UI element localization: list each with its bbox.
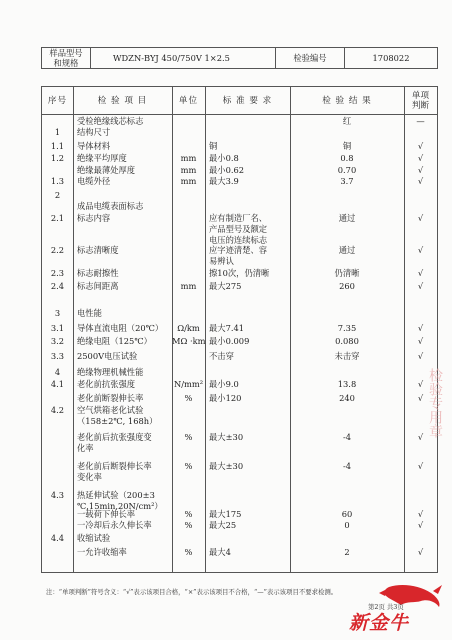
row-1-no: 1 [54,127,61,137]
row-9-no: 2.2 [50,245,65,255]
col-no: 序号 [47,95,68,106]
row-17-req: 最小9.0 [209,379,239,389]
model-label: 样品型号 和规格 [42,48,91,69]
row-23-result: 60 [341,509,353,519]
row-5-no: 1.3 [50,176,65,186]
row-4-unit: mm [180,165,197,175]
page-number: 第2页 共3页 [368,603,404,611]
row-11-unit: mm [180,281,197,291]
row-12-item: 电性能 [77,308,102,318]
row-17-unit: N/mm² [173,379,204,389]
row-17-item: 老化前抗张强度 [77,379,136,389]
row-14-no: 3.2 [50,336,65,346]
row-15-no: 3.3 [50,351,65,361]
row-8-judge: √ [417,213,424,223]
row-22-no: 4.3 [50,490,65,500]
row-20-req: 最大±30 [209,432,244,442]
row-18-judge: √ [417,393,424,403]
row-20-item: 老化前后抗张强度变 化率 [77,432,152,453]
row-18-unit: % [184,393,193,403]
row-13-item: 导体直流电阻（20℃） [77,323,164,333]
row-24-unit: % [184,520,193,530]
report-no-label: 检验编号 [276,48,345,69]
row-5-result: 3.7 [340,176,354,186]
row-21-judge: √ [417,461,424,471]
row-18-req: 最小120 [209,393,242,403]
row-11-result: 260 [339,281,355,291]
row-0-judge: — [416,116,425,126]
row-24-item: 一冷却后永久伸长率 [77,520,152,530]
row-18-item: 老化前断裂伸长率 [77,393,144,403]
row-3-unit: mm [180,153,197,163]
inspection-stamp: 检验专用章 [427,368,443,438]
row-23-judge: √ [417,509,424,519]
row-25-item: 收缩试验 [77,533,111,543]
row-1-item: 结构尺寸 [77,127,111,137]
row-26-unit: % [184,547,193,557]
row-23-item: 一载荷下伸长率 [77,509,136,519]
row-2-item: 导体材料 [77,141,111,151]
row-6-no: 2 [54,190,61,200]
row-4-req: 最小0.62 [209,165,245,175]
row-2-judge: √ [417,141,424,151]
row-24-judge: √ [417,520,424,530]
row-21-item: 老化前后断裂伸长率 变化率 [77,461,152,482]
row-3-item: 绝缘平均厚度 [77,153,127,163]
row-3-judge: √ [417,153,424,163]
row-2-req: 铜 [209,141,218,151]
col-unit: 单位 [178,95,199,106]
row-26-judge: √ [417,547,424,557]
footnote: 注：“单项判断”符号含义：“√”表示该项目合格，“×”表示该项目不合格，“—”表示该项目不要求检测。 [46,588,338,596]
col-item: 检 验 项 目 [97,95,148,106]
row-21-result: -4 [342,461,352,471]
row-17-judge: √ [417,379,424,389]
row-20-judge: √ [417,432,424,442]
row-8-req: 应有制造厂名、 产品型号及额定 电压的连续标志 [209,213,268,245]
row-20-unit: % [184,432,193,442]
row-14-result: 0.080 [335,336,359,346]
row-16-no: 4 [54,367,61,377]
row-13-result: 7.35 [337,323,357,333]
row-20-result: -4 [342,432,352,442]
row-26-req: 最大4 [209,547,231,557]
col-judge: 单项 判断 [411,90,430,111]
row-9-item: 标志清晰度 [77,245,119,255]
row-11-item: 标志间距离 [77,281,119,291]
model-value: WDZN-BYJ 450/750V 1×2.5 [91,48,276,69]
row-9-judge: √ [417,245,424,255]
row-11-judge: √ [417,281,424,291]
row-8-result: 通过 [338,213,356,223]
row-13-unit: Ω/km [177,323,200,333]
row-11-no: 2.4 [50,281,65,291]
row-15-req: 不击穿 [209,351,234,361]
report-header-table [41,47,438,69]
row-10-req: 擦10次，仍清晰 [209,268,270,278]
row-13-no: 3.1 [50,323,65,333]
row-10-result: 仍清晰 [334,268,360,278]
brand-name: 新金牛 [349,612,410,634]
row-4-result: 0.70 [337,165,357,175]
row-5-req: 最大3.9 [209,176,239,186]
report-no-value: 1708022 [345,48,438,69]
row-3-no: 1.2 [50,153,65,163]
row-25-no: 4.4 [50,533,65,543]
row-4-item: 绝缘最薄处厚度 [77,165,136,175]
row-13-judge: √ [417,323,424,333]
row-3-result: 0.8 [340,153,354,163]
row-4-judge: √ [417,165,424,175]
row-26-item: 一允许收缩率 [77,547,127,557]
row-10-judge: √ [417,268,424,278]
row-16-item: 绝缘物理机械性能 [77,367,144,377]
row-9-req: 应字迹清楚、容 易辨认 [209,245,268,266]
row-14-judge: √ [417,336,424,346]
row-18-result: 240 [339,393,355,403]
row-17-no: 4.1 [50,379,65,389]
row-11-req: 最大275 [209,281,242,291]
row-21-unit: % [184,461,193,471]
row-8-no: 2.1 [50,213,65,223]
row-15-result: 未击穿 [334,351,360,361]
row-24-req: 最大25 [209,520,237,530]
row-14-unit: MΩ ·km [172,336,206,346]
row-5-unit: mm [180,176,197,186]
row-17-result: 13.8 [337,379,357,389]
row-0-result: 红 [342,116,352,126]
results-table [41,86,438,573]
row-13-req: 最大7.41 [209,323,245,333]
row-21-req: 最大±30 [209,461,244,471]
row-19-no: 4.2 [50,405,65,415]
row-10-item: 标志耐擦性 [77,268,119,278]
row-9-result: 通过 [338,245,356,255]
row-5-item: 电缆外径 [77,176,111,186]
row-15-item: 2500V电压试验 [77,351,138,361]
row-2-result: 铜 [342,141,352,151]
row-7-item: 成品电缆表面标志 [77,201,144,211]
row-2-no: 1.1 [50,141,65,151]
row-14-item: 绝缘电阻（125℃） [77,336,152,346]
row-24-result: 0 [344,520,350,530]
col-requirement: 标 准 要 求 [222,95,273,106]
row-8-item: 标志内容 [77,213,111,223]
row-14-req: 最小0.009 [209,336,250,346]
row-23-unit: % [184,509,193,519]
row-0-item: 受检绝缘线芯标志 [77,116,144,126]
row-26-result: 2 [344,547,350,557]
col-result: 检 验 结 果 [322,95,372,106]
row-10-no: 2.3 [50,268,65,278]
row-12-no: 3 [54,308,61,318]
row-19-item: 空气烘箱老化试验 （158±2℃, 168h） [77,405,158,426]
row-5-judge: √ [417,176,424,186]
row-22-item: 热延伸试验（200±3 ℃,15min,20N/cm²） [77,490,163,511]
row-3-req: 最小0.8 [209,153,239,163]
row-23-req: 最大175 [209,509,242,519]
row-15-judge: √ [417,351,424,361]
